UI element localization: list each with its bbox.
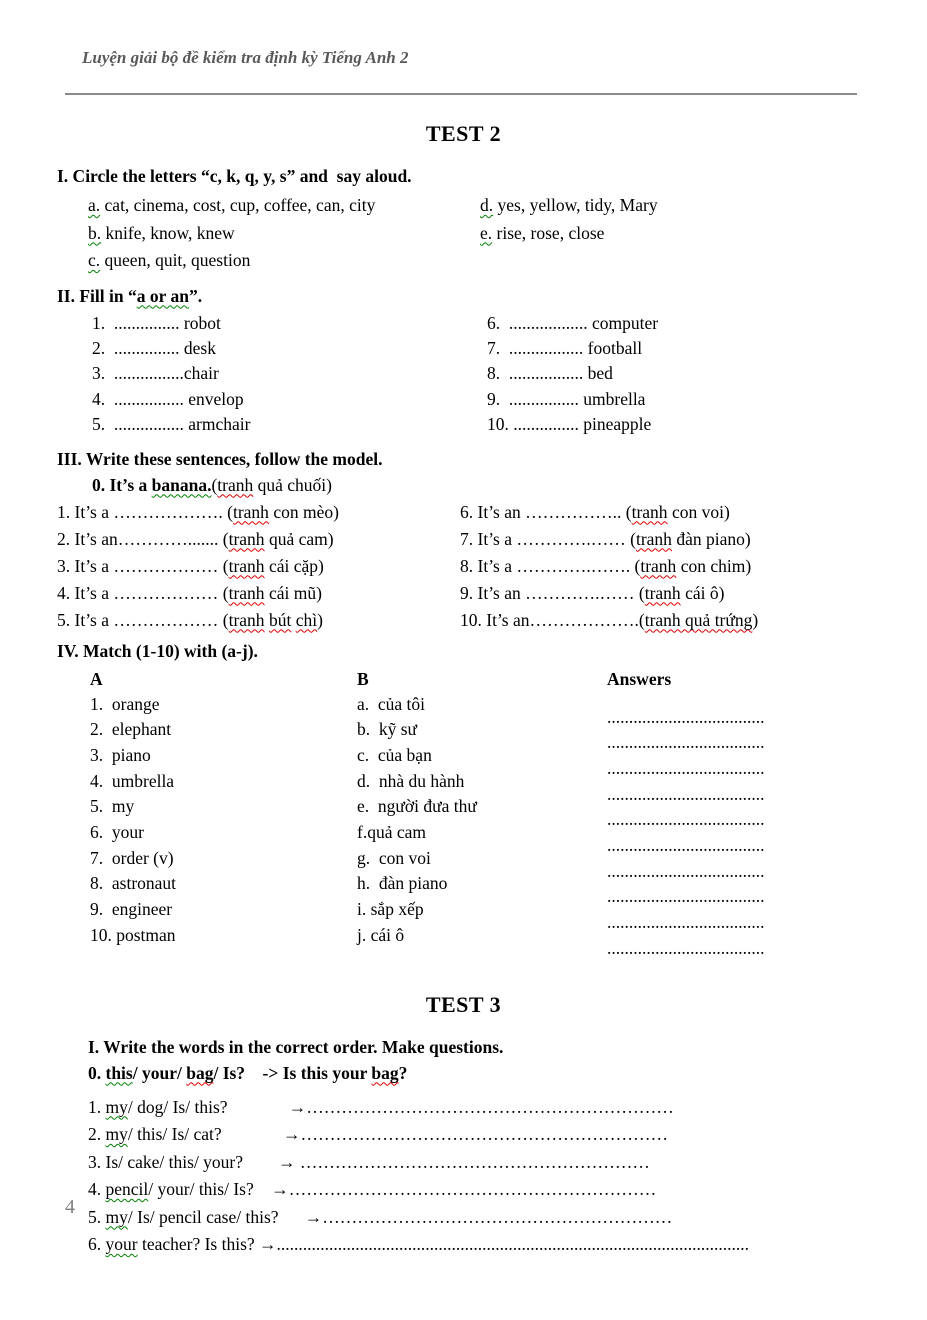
text-segment: / dog/ Is/ this? — [127, 1096, 228, 1117]
text-segment: đàn piano) — [671, 528, 751, 549]
text-segment: .................................... — [607, 835, 765, 856]
text-segment: pencil — [105, 1179, 149, 1200]
text-segment: b. kỹ sư — [357, 719, 418, 740]
text-segment: .................................... — [607, 912, 765, 933]
text-segment: 3. piano — [90, 744, 151, 765]
exercise-line — [92, 361, 487, 386]
text-segment: 2. elephant — [90, 719, 172, 740]
text-segment: tranh — [644, 582, 681, 603]
text-segment: 6. your — [90, 822, 144, 843]
text-segment: 2. — [88, 1124, 106, 1145]
exercise-line — [480, 220, 927, 248]
text-segment: 6. — [88, 1234, 106, 1255]
exercise-line — [607, 782, 927, 808]
text-segment: tranh — [228, 582, 265, 603]
text-segment: ”. — [188, 285, 203, 306]
exercise-line — [88, 1149, 927, 1177]
text-segment: 5. my — [90, 796, 135, 817]
text-segment: 7. It’s a ………….…… ( — [460, 528, 636, 549]
exercise-line — [607, 936, 927, 962]
exercise-line — [88, 220, 480, 248]
text-segment: tranh — [228, 528, 265, 549]
test2-section-circle-letters — [0, 163, 927, 275]
exercise-line — [57, 553, 460, 580]
exercise-line — [460, 580, 927, 607]
match-column-b-items — [357, 692, 607, 949]
section2-heading — [57, 283, 927, 309]
text-segment: 9. It’s an ………….…… ( — [460, 582, 645, 603]
text-segment: →……………………………………………………… — [221, 1124, 668, 1145]
text-segment: →……………………………………………………… — [227, 1096, 674, 1117]
text-segment: a. của tôi — [357, 693, 426, 714]
section4-heading: IV. Match (1-10) with (a-j). — [57, 640, 258, 661]
exercise-line — [57, 499, 460, 526]
exercise-line — [92, 387, 487, 412]
section3-model-line — [92, 472, 927, 499]
test3-title: TEST 3 — [425, 991, 502, 1017]
match-answer-lines — [607, 692, 927, 962]
text-segment: →…………………………………………………… — [278, 1206, 673, 1227]
text-segment: this — [105, 1062, 133, 1083]
text-segment: ( — [211, 474, 218, 495]
exercise-line — [90, 769, 357, 795]
text-segment: 10. ............... pineapple — [487, 414, 652, 435]
exercise-line — [57, 580, 460, 607]
match-column-a-header: A — [90, 668, 103, 689]
text-segment: 5. It’s a ……………… ( — [57, 609, 229, 630]
match-column-answers-header: Answers — [607, 668, 672, 689]
exercise-line — [460, 607, 927, 634]
text-segment: cái mũ) — [264, 582, 322, 603]
match-table — [90, 666, 927, 962]
text-segment: e. — [480, 222, 493, 243]
text-segment: 6. .................. computer — [487, 312, 659, 333]
text-segment: 4. — [88, 1179, 106, 1200]
exercise-line — [460, 526, 927, 553]
text-segment: tranh — [228, 609, 265, 630]
text-segment: teacher? Is this? → — [137, 1234, 277, 1255]
text-segment: 10. postman — [90, 924, 176, 945]
text-segment: 1. — [88, 1096, 106, 1117]
exercise-line — [90, 743, 357, 769]
section3-left-column — [57, 499, 460, 634]
exercise-line — [607, 833, 927, 859]
text-segment: tranh — [640, 555, 677, 576]
text-segment: 8. ................. bed — [487, 363, 613, 384]
section2-left-column — [92, 311, 487, 438]
exercise-line — [90, 717, 357, 743]
text-segment: a. — [88, 195, 101, 215]
text-segment: cái ô) — [680, 582, 725, 603]
test2-section-match — [0, 638, 927, 962]
text-segment: knife, know, knew — [101, 222, 235, 243]
exercise-line — [90, 897, 357, 923]
text-segment: 1. orange — [90, 693, 160, 714]
text-segment: 3. Is/ cake/ this/ your? — [88, 1151, 244, 1172]
test3-section1-heading: I. Write the words in the correct order. Make questions. — [88, 1036, 504, 1057]
text-segment: 0. It’s a — [92, 474, 152, 495]
text-segment: 10. It’s an……………….( — [460, 609, 645, 630]
section3-columns — [57, 499, 927, 634]
exercise-line — [90, 692, 357, 718]
text-segment: my — [105, 1096, 128, 1117]
section1-right-column — [480, 192, 927, 275]
exercise-line — [92, 311, 487, 336]
text-segment: →……………………………………………………… — [253, 1179, 657, 1200]
text-segment: con mèo) — [268, 501, 339, 522]
text-segment: tranh — [228, 555, 265, 576]
text-segment: / this/ Is/ cat? — [127, 1124, 222, 1145]
text-segment: tranh — [635, 528, 672, 549]
text-segment: 8. astronaut — [90, 873, 177, 894]
text-segment: i. sắp xếp — [357, 899, 424, 920]
match-column-a — [90, 666, 357, 962]
exercise-line — [487, 412, 927, 437]
exercise-line — [88, 1121, 927, 1149]
text-segment: / Is? -> Is this your — [213, 1062, 372, 1083]
text-segment: / your/ this/ Is? — [148, 1179, 254, 1200]
text-segment: 4. umbrella — [90, 770, 175, 791]
text-segment: 0. — [88, 1062, 106, 1083]
exercise-line — [487, 387, 927, 412]
text-segment: h. đàn piano — [357, 873, 448, 894]
text-segment: 7. order (v) — [90, 847, 174, 868]
text-segment: ............................................................................................................ — [276, 1234, 750, 1255]
text-segment: cái cặp) — [264, 555, 324, 576]
test2-title: TEST 2 — [425, 121, 502, 146]
text-segment: II. Fill in “ — [57, 285, 137, 306]
match-column-a-items — [90, 692, 357, 949]
exercise-line — [88, 1094, 927, 1122]
text-segment: 4. It’s a ……………… ( — [57, 582, 229, 603]
exercise-line — [357, 871, 607, 897]
text-segment: 6. It’s an …………….. ( — [460, 501, 632, 522]
page-number: 4 — [65, 1196, 75, 1218]
section2-columns — [92, 311, 927, 438]
text-segment: 4. ................ envelop — [92, 388, 244, 409]
exercise-line — [487, 311, 927, 336]
exercise-line — [460, 553, 927, 580]
exercise-line — [487, 361, 927, 386]
text-segment: 8. It’s a ………….……. ( — [460, 555, 641, 576]
exercise-line — [480, 192, 927, 220]
exercise-line — [88, 247, 480, 275]
text-segment: bút — [268, 609, 292, 630]
section3-heading: III. Write these sentences, follow the model. — [57, 448, 383, 469]
text-segment: tranh — [631, 501, 668, 522]
test2-section-write-sentences — [0, 446, 927, 634]
exercise-line — [607, 859, 927, 885]
exercise-line — [487, 336, 927, 361]
exercise-line — [57, 526, 460, 553]
exercise-line — [357, 717, 607, 743]
text-segment: b. — [88, 222, 102, 243]
text-segment: your — [105, 1234, 138, 1255]
text-segment: 5. ................ armchair — [92, 414, 251, 435]
exercise-line — [357, 794, 607, 820]
text-segment: a or an — [136, 285, 189, 306]
text-segment: 9. engineer — [90, 899, 173, 920]
text-segment: c. — [88, 250, 101, 270]
exercise-line — [357, 820, 607, 846]
exercise-line — [607, 884, 927, 910]
exercise-line — [460, 499, 927, 526]
exercise-line — [88, 1176, 927, 1204]
text-segment: 2. It’s an…………....... ( — [57, 528, 229, 549]
text-segment: tranh quả trứng — [644, 609, 753, 630]
text-segment: yes, yellow, tidy, Mary — [493, 195, 658, 215]
text-segment: 7. ................. football — [487, 337, 643, 358]
text-segment: j. cái ô — [357, 924, 405, 945]
test2-section-fill-a-an — [0, 283, 927, 438]
text-segment: chì — [295, 609, 318, 630]
text-segment: my — [105, 1206, 128, 1227]
exercise-line — [357, 743, 607, 769]
exercise-line — [57, 607, 460, 634]
text-segment: d. — [480, 195, 494, 215]
exercise-line — [357, 897, 607, 923]
text-segment: .................................... — [607, 757, 765, 778]
exercise-line — [92, 412, 487, 437]
text-segment: / Is/ pencil case/ this? — [127, 1206, 279, 1227]
text-segment: .................................... — [607, 732, 765, 753]
exercise-line — [90, 923, 357, 949]
text-segment: bag — [371, 1062, 399, 1083]
text-segment: / your/ — [132, 1062, 187, 1083]
exercise-line — [607, 807, 927, 833]
test3-model-line — [88, 1060, 927, 1087]
section2-right-column — [487, 311, 927, 438]
text-segment: f.quả cam — [357, 822, 426, 843]
text-segment: g. con voi — [357, 847, 431, 868]
match-column-answers — [607, 666, 927, 962]
text-segment: e. người đưa thư — [357, 796, 477, 817]
text-segment: .................................... — [607, 886, 765, 907]
test3-items — [88, 1094, 927, 1259]
text-segment: tranh — [232, 501, 269, 522]
text-segment: tranh — [217, 474, 254, 495]
text-segment: ) — [752, 609, 759, 630]
text-segment: c. của bạn — [357, 744, 432, 765]
exercise-line — [357, 769, 607, 795]
exercise-line — [357, 846, 607, 872]
text-segment: con voi) — [667, 501, 730, 522]
exercise-line — [90, 794, 357, 820]
text-segment: queen, quit, question — [100, 250, 251, 270]
text-segment: quả chuối) — [253, 474, 332, 495]
running-header-title: Luyện giải bộ đề kiểm tra định kỳ Tiếng Anh 2 — [82, 48, 409, 67]
exercise-line — [88, 1204, 927, 1232]
text-segment: rise, rose, close — [492, 222, 605, 243]
text-segment: 1. It’s a ………………. ( — [57, 501, 233, 522]
text-segment: .................................... — [607, 937, 765, 958]
exercise-line — [90, 871, 357, 897]
exercise-line — [357, 923, 607, 949]
exercise-line — [607, 705, 927, 731]
test3-section-word-order — [0, 1034, 927, 1259]
running-header — [65, 28, 857, 95]
match-column-b — [357, 666, 607, 962]
exercise-line — [90, 846, 357, 872]
text-segment: con chim) — [676, 555, 752, 576]
section1-left-column — [88, 192, 480, 275]
exercise-line — [92, 336, 487, 361]
text-segment: 1. ............... robot — [92, 312, 221, 333]
text-segment: 5. — [88, 1206, 106, 1227]
text-segment: 3. It’s a ……………… ( — [57, 555, 229, 576]
exercise-line — [357, 692, 607, 718]
text-segment: ) — [317, 609, 323, 630]
text-segment: .................................... — [607, 706, 765, 727]
text-segment: .................................... — [607, 860, 765, 881]
section3-right-column — [460, 499, 927, 634]
exercise-line — [607, 910, 927, 936]
text-segment: → …………………………………………………… — [243, 1151, 650, 1172]
exercise-line — [88, 192, 480, 220]
text-segment: quả cam) — [264, 528, 334, 549]
exercise-line — [607, 730, 927, 756]
exercise-line — [90, 820, 357, 846]
exercise-line — [607, 756, 927, 782]
text-segment: 9. ................ umbrella — [487, 388, 646, 409]
section1-columns — [88, 192, 927, 275]
text-segment: 3. ................chair — [92, 363, 219, 384]
text-segment: banana. — [151, 474, 212, 495]
text-segment: bag — [186, 1062, 214, 1083]
text-segment: my — [105, 1124, 128, 1145]
text-segment: .................................... — [607, 783, 765, 804]
exercise-line — [88, 1231, 927, 1259]
text-segment: .................................... — [607, 809, 765, 830]
text-segment: cat, cinema, cost, cup, coffee, can, city — [100, 195, 376, 215]
section1-heading: I. Circle the letters “c, k, q, y, s” and say aloud. — [57, 166, 412, 186]
match-column-b-header: B — [357, 668, 369, 689]
text-segment: 2. ............... desk — [92, 337, 216, 358]
text-segment: ? — [398, 1062, 408, 1083]
text-segment: d. nhà du hành — [357, 770, 465, 791]
